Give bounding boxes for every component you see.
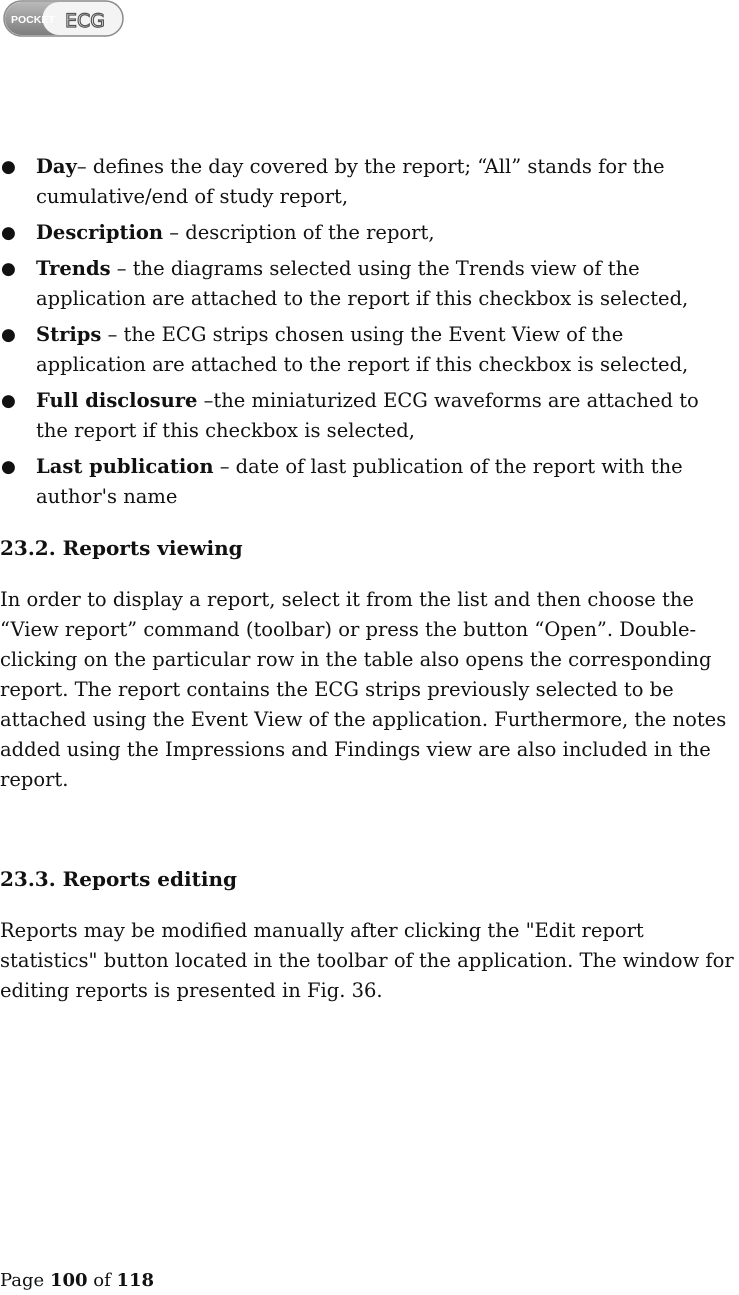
term: Description: [36, 221, 164, 244]
section-heading-reports-viewing: 23.2. Reports viewing: [0, 536, 243, 560]
bullet-icon: ●: [1, 259, 16, 279]
list-item: [0, 254, 726, 314]
bullet-icon: ●: [1, 157, 16, 177]
description: – description of the report,: [163, 221, 435, 244]
field-description-list: [0, 152, 739, 518]
bullet-icon: ●: [1, 391, 16, 411]
term: Day: [36, 155, 77, 178]
page-number: Page 100 of 118: [0, 1270, 155, 1291]
svg-text:ECG: ECG: [65, 10, 105, 32]
list-item: [0, 152, 726, 212]
term: Full disclosure: [36, 389, 198, 412]
section-body-reports-viewing: In order to display a report, select it from the list and then choose the “View report” command (toolbar) or press the button “Open”. Double-clicking on the particular row in the table also opens the corresponding report. The report contains the ECG strips previously selected to be attached using the Event View of the application. Furthermore, the notes added using the Impressions and Findings view are also included in the report.: [0, 588, 727, 791]
description: –the miniaturized ECG waveforms are attached to the report if this checkbox is selected,: [36, 389, 699, 442]
term: Trends: [36, 257, 111, 280]
description: – the ECG strips chosen using the Event View of the application are attached to the report if this checkbox is selected,: [36, 323, 689, 376]
term: Strips: [36, 323, 102, 346]
pocket-ecg-logo: [3, 0, 124, 37]
list-item: [0, 452, 726, 512]
term: Last publication: [36, 455, 214, 478]
section-body-reports-editing: Reports may be modified manually after clicking the "Edit report statistics" button located in the toolbar of the application. The window for editing reports is presented in Fig. 36.: [0, 919, 734, 1002]
bullet-icon: ●: [1, 457, 16, 477]
list-item: [0, 386, 726, 446]
list-item: [0, 320, 726, 380]
bullet-icon: ●: [1, 223, 16, 243]
description: – the diagrams selected using the Trends view of the application are attached to the report if this checkbox is selected,: [36, 257, 689, 310]
section-heading-reports-editing: 23.3. Reports editing: [0, 867, 237, 891]
bullet-icon: ●: [1, 325, 16, 345]
description: – defines the day covered by the report; “All” stands for the cumulative/end of study report,: [36, 155, 665, 208]
svg-text:POCKET: POCKET: [11, 14, 55, 26]
list-item: [0, 218, 726, 248]
description: – date of last publication of the report with the author's name: [36, 455, 683, 508]
